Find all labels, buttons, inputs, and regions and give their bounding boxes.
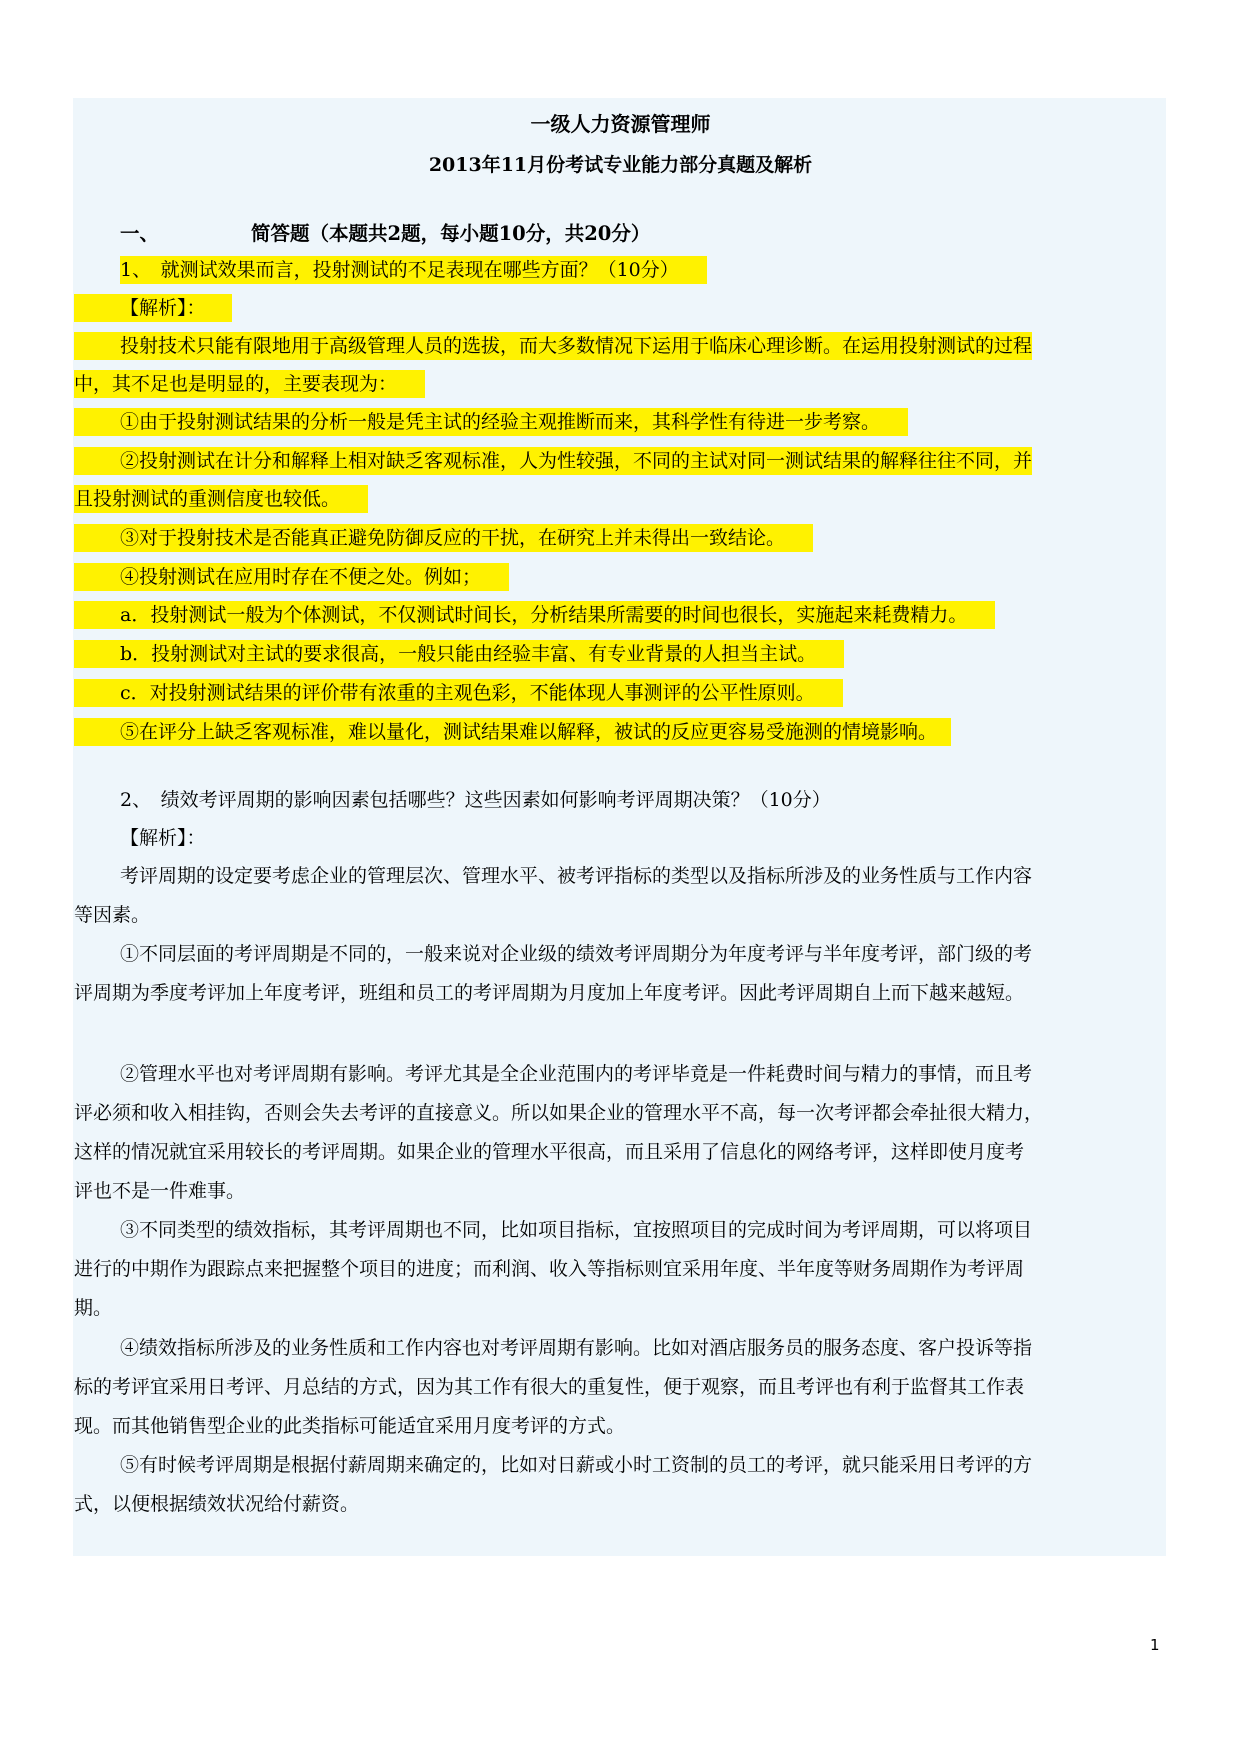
q2-line: 进行的中期作为跟踪点来把握整个项目的进度；而利润、收入等指标则宜采用年度、半年度等财务周期作为考评周 bbox=[74, 1258, 1025, 1280]
q2-line: 等因素。 bbox=[74, 904, 151, 926]
page-number: 1 bbox=[1150, 1636, 1160, 1654]
q1-line: ①由于投射测试结果的分析一般是凭主试的经验主观推断而来，其科学性有待进一步考察。 bbox=[74, 410, 908, 434]
q2-line: 标的考评宜采用日考评、月总结的方式，因为其工作有很大的重复性，便于观察，而且考评也有利于监督其工作表 bbox=[74, 1376, 1025, 1398]
q2-line: 评也不是一件难事。 bbox=[74, 1180, 246, 1202]
q2-line: ⑤有时候考评周期是根据付薪周期来确定的，比如对日薪或小时工资制的员工的考评，就只能采用日考评的方 bbox=[120, 1454, 1033, 1476]
q1-line: a．投射测试一般为个体测试，不仅测试时间长，分析结果所需要的时间也很长，实施起来耗费精力。 bbox=[74, 603, 995, 627]
q2-line: ①不同层面的考评周期是不同的，一般来说对企业级的绩效考评周期分为年度考评与半年度考评，部门级的考 bbox=[120, 943, 1033, 965]
q1-question bbox=[120, 258, 707, 282]
q1-line: b．投射测试对主试的要求很高，一般只能由经验丰富、有专业背景的人担当主试。 bbox=[74, 642, 844, 666]
section-number: 一、 bbox=[120, 222, 160, 245]
q1-line: 投射技术只能有限地用于高级管理人员的选拔，而大多数情况下运用于临床心理诊断。在运用投射测试的过程 bbox=[74, 334, 1032, 358]
q2-line: ③不同类型的绩效指标，其考评周期也不同，比如项目指标，宜按照项目的完成时间为考评周期，可以将项目 bbox=[120, 1219, 1033, 1241]
q1-line: ⑤在评分上缺乏客观标准，难以量化，测试结果难以解释，被试的反应更容易受施测的情境影响。 bbox=[74, 720, 951, 744]
q2-question: 2、 绩效考评周期的影响因素包括哪些？这些因素如何影响考评周期决策？（10分） bbox=[120, 789, 831, 811]
q1-line: ③对于投射技术是否能真正避免防御反应的干扰，在研究上并未得出一致结论。 bbox=[74, 526, 813, 550]
section-label: 简答题（本题共2题，每小题10分，共20分） bbox=[251, 222, 651, 245]
q2-line: 式，以便根据绩效状况给付薪资。 bbox=[74, 1493, 360, 1515]
q1-line: c．对投射测试结果的评价带有浓重的主观色彩，不能体现人事测评的公平性原则。 bbox=[74, 681, 843, 705]
q2-line: 现。而其他销售型企业的此类指标可能适宜采用月度考评的方式。 bbox=[74, 1415, 626, 1437]
q2-line: 期。 bbox=[74, 1297, 113, 1319]
q2-line: 这样的情况就宜采用较长的考评周期。如果企业的管理水平很高，而且采用了信息化的网络考评，这样即使月度考 bbox=[74, 1141, 1025, 1163]
document-subtitle: 2013年11月份考试专业能力部分真题及解析 bbox=[428, 154, 813, 176]
q2-line: ④绩效指标所涉及的业务性质和工作内容也对考评周期有影响。比如对酒店服务员的服务态度、客户投诉等指 bbox=[120, 1337, 1033, 1359]
section-heading bbox=[120, 218, 650, 246]
q1-line: ④投射测试在应用时存在不便之处。例如； bbox=[74, 565, 509, 589]
q2-analysis-label: 【解析】： bbox=[120, 827, 206, 849]
q2-line: 评周期为季度考评加上年度考评，班组和员工的考评周期为月度加上年度考评。因此考评周期自上而下越来越短。 bbox=[74, 982, 1025, 1004]
q1-analysis-label: 【解析】： bbox=[74, 296, 232, 320]
document-title: 一级人力资源管理师 bbox=[530, 112, 711, 136]
q1-line: 且投射测试的重测信度也较低。 bbox=[74, 487, 368, 511]
q2-line: 考评周期的设定要考虑企业的管理层次、管理水平、被考评指标的类型以及指标所涉及的业务性质与工作内容 bbox=[120, 865, 1033, 887]
q1-question-text: 1、 就测试效果而言，投射测试的不足表现在哪些方面？（10分） bbox=[120, 256, 707, 284]
q2-line: ②管理水平也对考评周期有影响。考评尤其是全企业范围内的考评毕竟是一件耗费时间与精力的事情，而且考 bbox=[120, 1063, 1033, 1085]
q1-line: ②投射测试在计分和解释上相对缺乏客观标准，人为性较强，不同的主试对同一测试结果的解释往往不同，并 bbox=[74, 449, 1032, 473]
q2-line: 评必须和收入相挂钩，否则会失去考评的直接意义。所以如果企业的管理水平不高，每一次考评都会牵扯很大精力， bbox=[74, 1102, 1044, 1124]
q1-line: 中，其不足也是明显的，主要表现为： bbox=[74, 372, 425, 396]
